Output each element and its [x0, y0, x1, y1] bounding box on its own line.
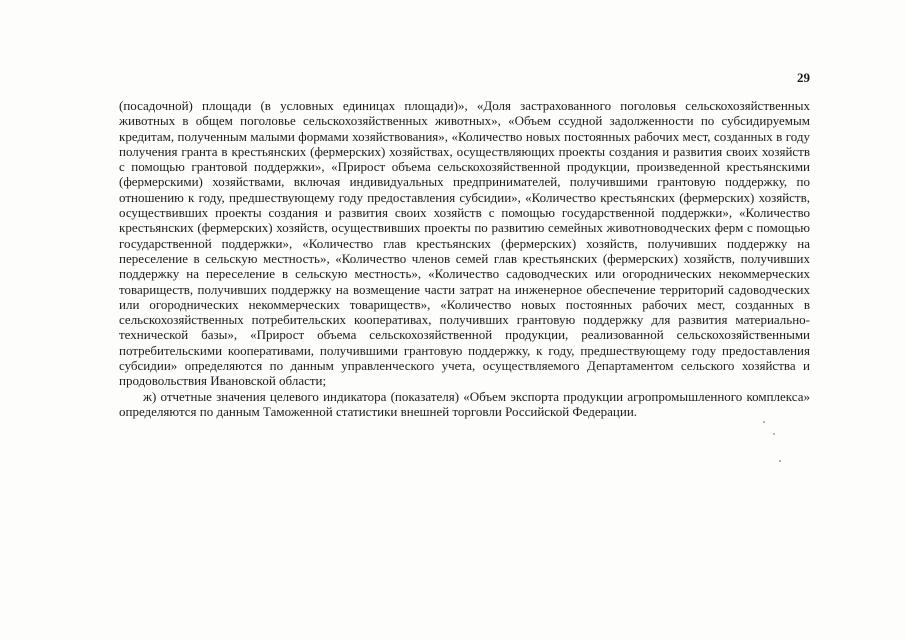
scan-speck [773, 433, 775, 435]
paragraph-export-indicator: ж) отчетные значения целевого индикатора (показателя) «Объем экспорта продукции агропромышленного комплекса» определяются по данным Таможенной статистики внешней торговли Российской Федерации. [119, 388, 810, 419]
paragraph-indicators-list: (посадочной) площади (в условных единицах площади)», «Доля застрахованного поголовья сельскохозяйственных животных в общем поголовье сельскохозяйственных животных», «Объем ссудной задолженности по субсидируемым кредитам, полученным малыми формами хозяйствования», «Количество новых постоянных рабочих мест, созданных в году получения гранта в крестьянских (фермерских) хозяйствах, осуществляющих проекты создания и развития своих хозяйств с помощью грантовой поддержки», «Прирост объема сельскохозяйственной продукции, произведенной крестьянскими (фермерскими) хозяйствами, включая индивидуальных предпринимателей, получившими грантовую поддержку, по отношению к году, предшествующему году предоставления субсидии», «Количество крестьянских (фермерских) хозяйств, осуществивших проекты создания и развития своих хозяйств с помощью государственной поддержки», «Количество крестьянских (фермерских) хозяйств, осуществивших проекты по развитию семейных животноводческих ферм с помощью государственной поддержки», «Количество глав крестьянских (фермерских) хозяйств, получивших поддержку на переселение в сельскую местность», «Количество членов семей глав крестьянских (фермерских) хозяйств, получивших поддержку на переселение в сельскую местность», «Количество садоводческих или огороднических некоммерческих товариществ, получивших поддержку на возмещение части затрат на инженерное обеспечение территорий садоводческих или огороднических некоммерческих товариществ», «Количество новых постоянных рабочих мест, созданных в сельскохозяйственных потребительских кооперативах, получивших грантовую поддержку для развития материально-технической базы», «Прирост объема сельскохозяйственной продукции, реализованной сельскохозяйственными потребительскими кооперативами, получившими грантовую поддержку, к году, предшествующему году предоставления субсидии» определяются по данным управленческого учета, осуществляемого Департаментом сельского хозяйства и продовольствия Ивановской области; [119, 98, 810, 389]
scan-speck [763, 421, 765, 423]
document-body [119, 98, 810, 419]
scan-speck [779, 460, 781, 462]
page-number: 29 [797, 70, 810, 85]
